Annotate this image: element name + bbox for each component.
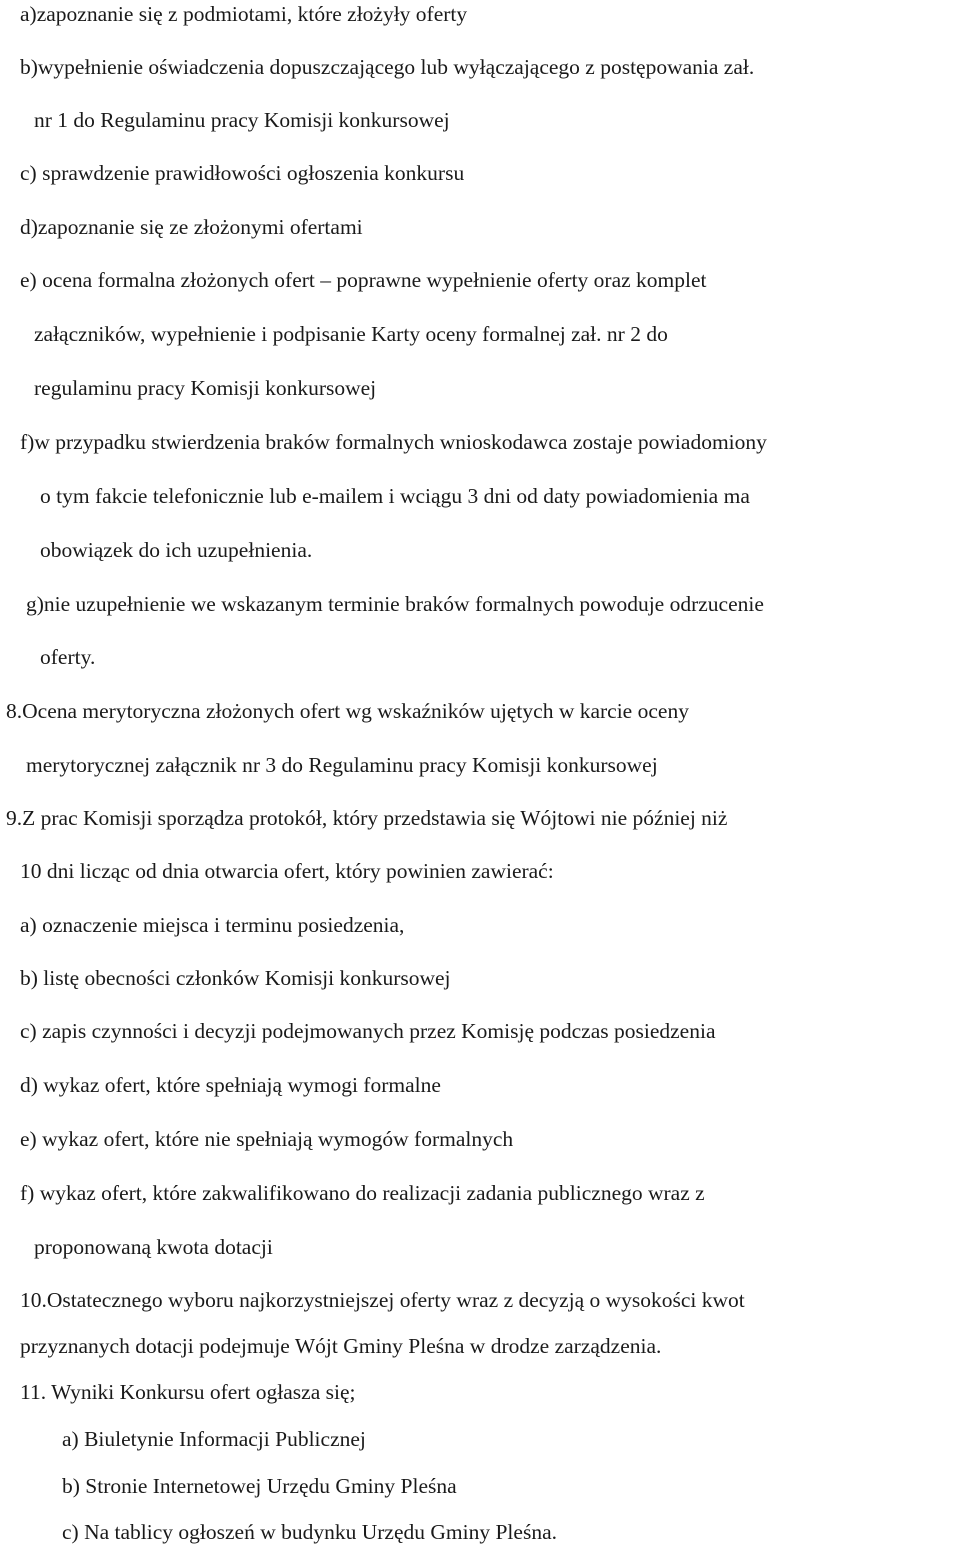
- text-line: 10 dni licząc od dnia otwarcia ofert, który powinien zawierać:: [20, 859, 554, 883]
- text-line: o tym fakcie telefonicznie lub e-mailem i wciągu 3 dni od daty powiadomienia ma: [40, 484, 750, 508]
- text-line: nr 1 do Regulaminu pracy Komisji konkursowej: [34, 108, 450, 132]
- text-line: merytorycznej załącznik nr 3 do Regulaminu pracy Komisji konkursowej: [26, 753, 658, 777]
- text-line: a) Biuletynie Informacji Publicznej: [62, 1427, 366, 1451]
- text-line: f) wykaz ofert, które zakwalifikowano do realizacji zadania publicznego wraz z: [20, 1181, 705, 1205]
- text-line: 8.Ocena merytoryczna złożonych ofert wg wskaźników ujętych w karcie oceny: [6, 699, 689, 723]
- text-line: 9.Z prac Komisji sporządza protokół, który przedstawia się Wójtowi nie później niż: [6, 806, 728, 830]
- text-line: d)zapoznanie się ze złożonymi ofertami: [20, 215, 363, 239]
- text-line: b)wypełnienie oświadczenia dopuszczającego lub wyłączającego z postępowania zał.: [20, 55, 755, 79]
- text-line: g)nie uzupełnienie we wskazanym terminie braków formalnych powoduje odrzucenie: [26, 592, 764, 616]
- text-line: e) wykaz ofert, które nie spełniają wymogów formalnych: [20, 1127, 514, 1151]
- text-line: załączników, wypełnienie i podpisanie Karty oceny formalnej zał. nr 2 do: [34, 322, 668, 346]
- text-line: 11. Wyniki Konkursu ofert ogłasza się;: [20, 1380, 356, 1404]
- text-line: 10.Ostatecznego wyboru najkorzystniejszej oferty wraz z decyzją o wysokości kwot: [20, 1288, 745, 1312]
- text-line: c) Na tablicy ogłoszeń w budynku Urzędu Gminy Pleśna.: [62, 1520, 557, 1544]
- text-line: e) ocena formalna złożonych ofert – poprawne wypełnienie oferty oraz komplet: [20, 268, 707, 292]
- text-line: d) wykaz ofert, które spełniają wymogi formalne: [20, 1073, 441, 1097]
- text-line: f)w przypadku stwierdzenia braków formalnych wnioskodawca zostaje powiadomiony: [20, 430, 767, 454]
- text-line: obowiązek do ich uzupełnienia.: [40, 538, 313, 562]
- text-line: oferty.: [40, 645, 96, 669]
- text-line: przyznanych dotacji podejmuje Wójt Gminy Pleśna w drodze zarządzenia.: [20, 1334, 662, 1358]
- text-line: b) Stronie Internetowej Urzędu Gminy Pleśna: [62, 1474, 457, 1498]
- text-line: b) listę obecności członków Komisji konkursowej: [20, 966, 451, 990]
- text-line: a) oznaczenie miejsca i terminu posiedzenia,: [20, 913, 405, 937]
- text-line: c) zapis czynności i decyzji podejmowanych przez Komisję podczas posiedzenia: [20, 1019, 716, 1043]
- text-line: regulaminu pracy Komisji konkursowej: [34, 376, 377, 400]
- text-line: a)zapoznanie się z podmiotami, które złożyły oferty: [20, 2, 468, 26]
- text-line: proponowaną kwota dotacji: [34, 1235, 273, 1259]
- text-line: c) sprawdzenie prawidłowości ogłoszenia konkursu: [20, 161, 465, 185]
